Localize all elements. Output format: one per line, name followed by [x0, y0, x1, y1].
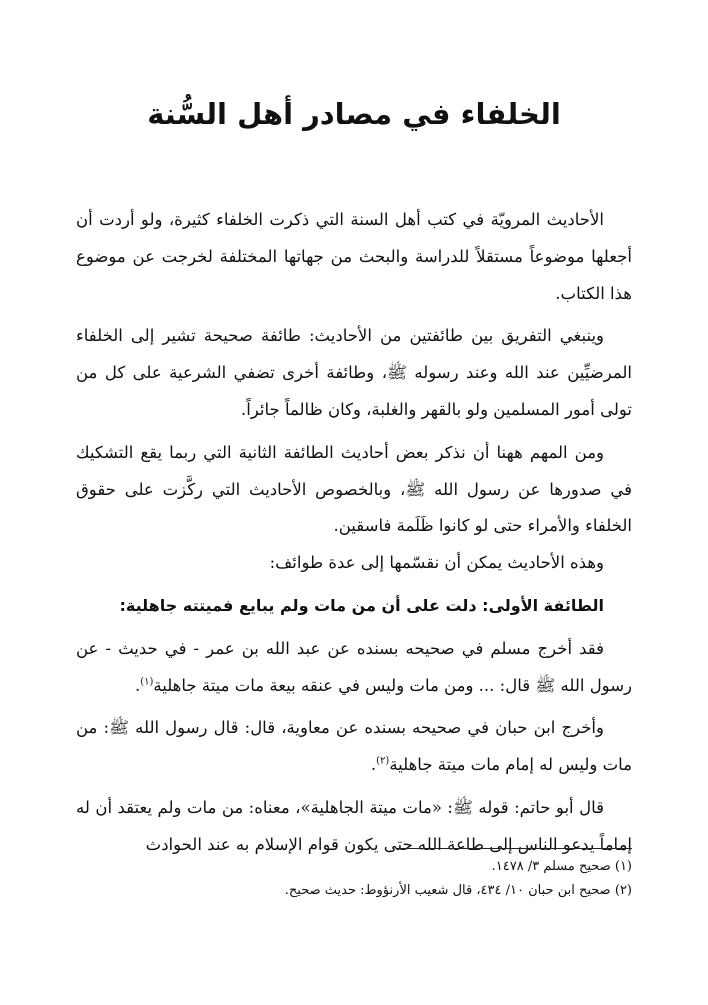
main-text — [76, 202, 632, 864]
paragraph-6-text: فقد أخرج مسلم في صحيحه بسنده عن عبد الله بن عمر - في حديث - عن رسول الله ﷺ قال: ... ومن مات وليس في عنقه بيعة مات ميتة جاهلية — [76, 638, 632, 695]
paragraph-8: قال أبو حاتم: قوله ﷺ: «مات ميتة الجاهلية»، معناه: من مات ولم يعتقد أن له إماماً يدعو الناس إلى طاعة الله حتى يكون قوام الإسلام به عند الحوادث — [76, 797, 632, 854]
paragraph-7 — [76, 710, 632, 784]
section-heading: الطائفة الأولى: دلت على أن من مات ولم يبايع فميتته جاهلية: — [119, 595, 604, 615]
paragraph-6-end: . — [134, 675, 141, 695]
paragraph-7-end: . — [370, 755, 377, 775]
footnotes — [76, 855, 632, 903]
footnote-1: (١) صحيح مسلم ٣/ ١٤٧٨. — [491, 859, 632, 874]
paragraph-6 — [76, 631, 632, 705]
paragraph-1: الأحاديث المرويّة في كتب أهل السنة التي ذكرت الخلفاء كثيرة، ولو أردت أن أجعلها موضوعاً مستقلاً للدراسة والبحث من جهاتها المختلفة لخرجت عن موضوع هذا الكتاب. — [76, 210, 632, 303]
paragraph-4: وهذه الأحاديث يمكن أن نقسّمها إلى عدة طوائف: — [269, 553, 604, 573]
footnote-2: (٢) صحيح ابن حبان ١٠/ ٤٣٤، قال شعيب الأرنؤوط: حديث صحيح. — [284, 883, 632, 898]
page-title: الخلفاء في مصادر أهل السُّنة — [147, 97, 561, 131]
paragraph-3: ومن المهم ههنا أن نذكر بعض أحاديث الطائفة الثانية التي ربما يقع التشكيك في صدورها عن رسول الله ﷺ، وبالخصوص الأحاديث التي ركَّزت على حقوق الخلفاء والأمراء حتى لو كانوا ظَلَمة فاسقين. — [76, 442, 632, 536]
paragraph-2: وينبغي التفريق بين طائفتين من الأحاديث: طائفة صحيحة تشير إلى الخلفاء المرضيِّين عند الله وعند رسوله ﷺ، وطائفة أخرى تضفي الشرعية على كل من تولى أمور المسلمين ولو بالقهر والغلبة، وكان ظالماً جائراً. — [76, 326, 632, 419]
footnote-ref-2[interactable]: (٢) — [376, 755, 390, 767]
footnote-ref-1[interactable]: (١) — [140, 676, 154, 688]
paragraph-7-text: وأخرج ابن حبان في صحيحه بسنده عن معاوية، قال: قال رسول الله ﷺ: من مات وليس له إمام مات ميتة جاهلية — [76, 718, 632, 775]
footnote-divider — [396, 848, 632, 849]
